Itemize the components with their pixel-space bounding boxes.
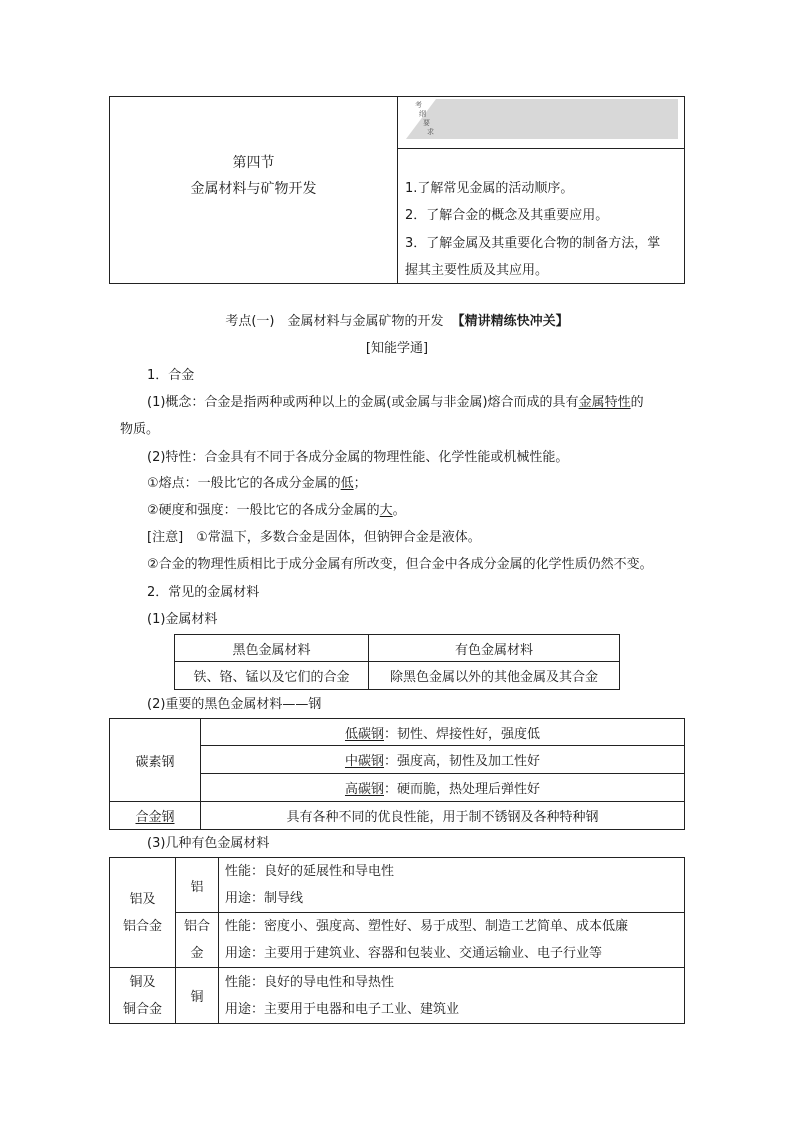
high-carbon-keyword: 高碳钢 bbox=[344, 782, 384, 797]
header-box bbox=[109, 96, 685, 284]
melting-text: ①熔点：一般比它的各成分金属的 bbox=[147, 476, 341, 491]
hardness-text: ②硬度和强度：一般比它的各成分金属的 bbox=[147, 503, 380, 518]
nonferrous-table bbox=[109, 857, 685, 1024]
requirement-3: 3．了解金属及其重要化合物的制备方法，掌 bbox=[405, 236, 661, 251]
high-carbon-text: ：硬而脆，热处理后弹性好 bbox=[384, 782, 541, 797]
requirement-2: 2．了解合金的概念及其重要应用。 bbox=[405, 208, 609, 223]
aluminum-alloy-l2: 金 bbox=[190, 946, 204, 961]
aluminum-alloy-l1: 铝合 bbox=[183, 919, 210, 934]
section-number: 第四节 bbox=[232, 155, 275, 171]
topic-heading bbox=[0, 310, 794, 329]
aluminum-property: 性能：良好的延展性和导电性 bbox=[225, 864, 395, 879]
table1-header-nonferrous: 有色金属材料 bbox=[369, 635, 620, 662]
low-carbon-text: ：韧性、焊接性好，强度低 bbox=[384, 726, 541, 742]
tag-char-2: 纲 bbox=[419, 110, 426, 118]
tag-char-4: 求 bbox=[427, 128, 434, 136]
high-carbon-row bbox=[201, 774, 685, 802]
steel-table bbox=[109, 718, 685, 830]
mid-carbon-row bbox=[201, 746, 685, 774]
header-divider bbox=[397, 97, 398, 283]
concept-keyword: 金属特性 bbox=[578, 395, 631, 410]
note-1: [注意] ①常温下，多数合金是固体，但钠钾合金是液体。 bbox=[147, 530, 481, 545]
copper-group bbox=[110, 968, 176, 1024]
aluminum-alloy-usage: 用途：主要用于建筑业、容器和包装业、交通运输业、电子行业等 bbox=[225, 946, 603, 961]
aluminum-alloy-property: 性能：密度小、强度高、塑性好、易于成型、制造工艺简单、成本低廉 bbox=[225, 919, 629, 934]
sec2-sub2: (2)重要的黑色金属材料——钢 bbox=[147, 697, 322, 712]
alloy-hardness bbox=[147, 499, 406, 518]
table1-header-ferrous: 黑色金属材料 bbox=[175, 635, 369, 662]
low-carbon-row bbox=[201, 719, 685, 746]
tag-char-3: 要 bbox=[423, 119, 430, 127]
melting-keyword: 低 bbox=[340, 476, 354, 491]
mid-carbon-keyword: 中碳钢 bbox=[344, 754, 384, 769]
alloy-steel-desc: 具有各种不同的优良性能，用于制不锈钢及各种特种钢 bbox=[201, 802, 685, 830]
tag-char-1: 考 bbox=[415, 101, 422, 109]
copper-detail bbox=[219, 968, 685, 1024]
melting-tail: ； bbox=[353, 476, 367, 491]
mid-carbon-text: ：强度高，韧性及加工性好 bbox=[384, 754, 541, 769]
copper-group-l1: 铜及 bbox=[129, 974, 156, 990]
low-carbon-keyword: 低碳钢 bbox=[344, 726, 384, 742]
aluminum-usage: 用途：制导线 bbox=[225, 891, 304, 906]
requirement-4: 握其主要性质及其应用。 bbox=[405, 263, 549, 278]
alloy-steel-label bbox=[110, 802, 201, 830]
sec1-title: 1．合金 bbox=[147, 368, 195, 383]
requirement-tag bbox=[406, 99, 678, 139]
aluminum-label: 铝 bbox=[176, 858, 219, 913]
metal-material-table bbox=[174, 634, 620, 690]
hardness-tail: 。 bbox=[392, 503, 406, 518]
concept-text: (1)概念：合金是指两种或两种以上的金属(或金属与非金属)熔合而成的具有 bbox=[147, 395, 579, 410]
aluminum-detail bbox=[219, 858, 685, 913]
aluminum-group-l2: 铝合金 bbox=[122, 918, 162, 934]
header-hline bbox=[398, 148, 684, 149]
alloy-feature: (2)特性：合金具有不同于各成分金属的物理性能、化学性能或机械性能。 bbox=[147, 450, 569, 465]
sec2-title: 2．常见的金属材料 bbox=[147, 585, 260, 600]
alloy-steel-keyword: 合金钢 bbox=[135, 810, 175, 825]
aluminum-alloy-detail bbox=[219, 913, 685, 968]
concept-tail: 的 bbox=[630, 395, 644, 410]
aluminum-alloy-label bbox=[176, 913, 219, 968]
topic-subheading: [知能学通] bbox=[365, 341, 429, 356]
table1-cell-ferrous: 铁、铬、锰以及它们的合金 bbox=[175, 662, 369, 690]
copper-group-l2: 铜合金 bbox=[122, 1001, 162, 1017]
copper-label: 铜 bbox=[176, 968, 219, 1024]
note-2: ②合金的物理性质相比于成分金属有所改变，但合金中各成分金属的化学性质仍然不变。 bbox=[147, 557, 653, 572]
sec2-sub3: (3)几种有色金属材料 bbox=[147, 836, 270, 851]
carbon-steel-label: 碳素钢 bbox=[110, 719, 201, 802]
hardness-keyword: 大 bbox=[379, 503, 393, 518]
requirement-1: 1.了解常见金属的活动顺序。 bbox=[405, 181, 574, 196]
table1-cell-nonferrous: 除黑色金属以外的其他金属及其合金 bbox=[369, 662, 620, 690]
copper-property: 性能：良好的导电性和导热性 bbox=[225, 974, 395, 990]
alloy-melting bbox=[147, 472, 367, 491]
section-title: 金属材料与矿物开发 bbox=[190, 181, 317, 197]
aluminum-group bbox=[110, 858, 176, 968]
alloy-concept bbox=[147, 391, 644, 410]
sec2-sub1: (1)金属材料 bbox=[147, 612, 218, 627]
aluminum-group-l1: 铝及 bbox=[129, 891, 156, 907]
topic-bracket: 【精讲精练快冲关】 bbox=[451, 314, 569, 329]
alloy-concept-cont: 物质。 bbox=[120, 422, 160, 437]
topic-title: 考点(一) 金属材料与金属矿物的开发 bbox=[225, 314, 444, 329]
copper-usage: 用途：主要用于电器和电子工业、建筑业 bbox=[225, 1001, 460, 1017]
